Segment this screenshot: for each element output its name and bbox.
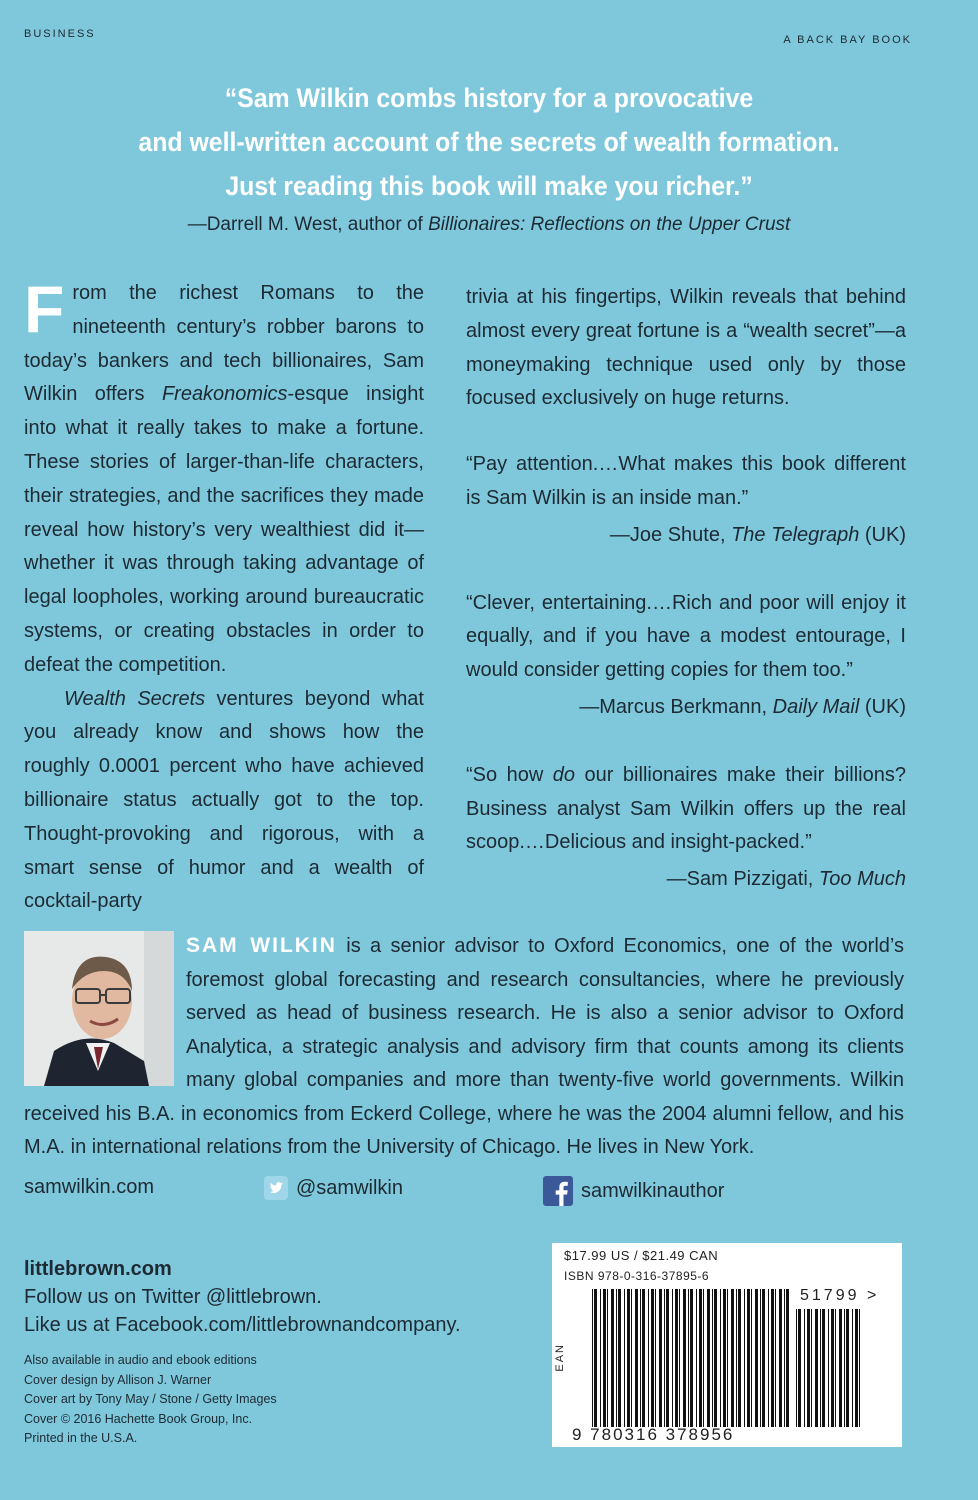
description-paragraph-2	[24, 683, 424, 920]
barcode-bar	[683, 1289, 686, 1427]
barcode-bar	[592, 1289, 593, 1427]
barcode-bar	[611, 1289, 614, 1427]
publisher-site[interactable]: littlebrown.com	[24, 1258, 172, 1280]
barcode-bar	[844, 1309, 845, 1427]
review-attr-name: —Sam Pizzigati,	[666, 868, 819, 891]
price-label: $17.99 US / $21.49 CAN	[564, 1248, 719, 1263]
review-attribution	[466, 863, 906, 897]
website-text: samwilkin.com	[24, 1176, 155, 1198]
review-text-emphasis: do	[552, 763, 576, 786]
barcode-bar	[635, 1289, 638, 1427]
facebook-handle: samwilkinauthor	[581, 1179, 725, 1202]
hero-quote-line: Just reading this book will make you richer.”	[225, 171, 753, 201]
review-attr-pub: Too Much	[818, 868, 906, 891]
barcode-bar	[762, 1289, 765, 1427]
barcode-bar	[690, 1289, 693, 1427]
barcode-bar	[603, 1289, 606, 1427]
review-attr-name: —Joe Shute,	[609, 523, 732, 546]
barcode-bar	[631, 1289, 632, 1427]
ean-barcode	[592, 1289, 792, 1427]
review-text-post: our billionaires make their billions? Business analyst Sam Wilkin offers up the real scoop.…Delicious and insight-packed.”	[466, 763, 906, 854]
barcode-box	[552, 1243, 902, 1447]
author-name: SAM WILKIN	[186, 934, 337, 957]
hero-attr-title: Billionaires: Reflections on the Upper Crust	[428, 214, 791, 235]
barcode-bar	[666, 1289, 669, 1427]
barcode-bar	[831, 1309, 834, 1427]
twitter-link[interactable]	[264, 1176, 403, 1200]
credit-line: Printed in the U.S.A.	[24, 1431, 138, 1445]
hero-attr-name: —Darrell M. West, author of	[187, 214, 429, 235]
publisher-links	[24, 1255, 461, 1339]
barcode-bar	[736, 1289, 737, 1427]
barcode-bar	[852, 1309, 853, 1427]
credit-line: Also available in audio and ebook editions	[24, 1353, 257, 1367]
barcode-bar	[779, 1289, 782, 1427]
barcode-bar	[664, 1289, 665, 1427]
credit-line: Cover © 2016 Hachette Book Group, Inc.	[24, 1411, 253, 1426]
barcode-bar	[594, 1289, 597, 1427]
hero-quote-line: “Sam Wilkin combs history for a provocative	[224, 83, 754, 113]
barcode-bar	[798, 1309, 801, 1427]
barcode-bar	[607, 1289, 608, 1427]
p2-emphasis: Wealth Secrets	[64, 687, 206, 710]
ean-label: EAN	[554, 1343, 566, 1372]
ean-digits: 9 780316 378956	[572, 1425, 735, 1444]
barcode-bar	[640, 1289, 641, 1427]
review-attr-pub: The Telegraph	[731, 523, 860, 546]
barcode-bar	[771, 1289, 774, 1427]
p1-part-b: -esque insight into what it really takes to make a fortune. These stories of larger-than-life characters, their strategies, and the sacrifices they made reveal how history’s very wealthiest did it—whether it was through taking advantage of legal loopholes, working around bureaucratic systems, or creating obstacles in order to defeat the competition.	[24, 383, 424, 676]
barcode-bar	[807, 1309, 810, 1427]
barcode-bar	[784, 1289, 785, 1427]
publisher-twitter: Follow us on Twitter @littlebrown.	[24, 1286, 322, 1308]
barcode-bar	[731, 1289, 734, 1427]
barcode-bar	[839, 1309, 842, 1427]
drop-cap: F	[24, 272, 65, 346]
barcode-bar	[747, 1289, 750, 1427]
barcode-bar	[688, 1289, 689, 1427]
barcode-bar	[846, 1309, 849, 1427]
hero-quote-line: and well-written account of the secrets of wealth formation.	[138, 127, 840, 157]
barcode-bar	[642, 1289, 645, 1427]
barcode-bar	[828, 1309, 829, 1427]
website-link[interactable]	[24, 1176, 154, 1199]
review-attr-suffix: (UK)	[859, 523, 906, 546]
barcode-bar	[775, 1289, 776, 1427]
barcode-bar	[714, 1289, 717, 1427]
review-quote	[466, 448, 906, 552]
p2-part-a: ventures beyond what you already know and shows how the roughly 0.0001 percent who have achieved billionaire status actually got to the top. Thought-provoking and rigorous, with a smart sense of humor and a wealth of cocktail-party	[24, 687, 424, 913]
barcode-bar	[618, 1289, 621, 1427]
barcode-bar	[859, 1309, 860, 1427]
barcode-bar	[672, 1289, 673, 1427]
hero-quote	[76, 76, 902, 208]
p1-part-a: rom the richest Romans to the nineteenth century’s robber barons to today’s bankers and tech billionaires, Sam Wilkin offers	[24, 282, 424, 406]
barcode-bar	[820, 1309, 821, 1427]
barcode-bar	[727, 1289, 728, 1427]
review-text: “Pay attention.…What makes this book different is Sam Wilkin is an inside man.”	[466, 453, 906, 509]
author-bio	[24, 929, 904, 1165]
author-bio-text: is a senior advisor to Oxford Economics, one of the world’s foremost global forecasting and research consultancies, where he previously served as head of business research. He is also a senior advisor to Oxford Analytica, a strategic analysis and advisory firm that counts among its clients many global companies and more than twenty-five world governments. Wilkin received his B.A. in economics from Eckerd College, where he was the 2004 alumni fellow, and his M.A. in international relations from the University of Chicago. He lives in New York.	[24, 935, 904, 1158]
barcode-bar	[755, 1289, 758, 1427]
barcode-bar	[720, 1289, 721, 1427]
barcode-bar	[679, 1289, 680, 1427]
barcode-bar	[796, 1309, 797, 1427]
barcode-bar	[744, 1289, 745, 1427]
isbn-label: ISBN 978-0-316-37895-6	[564, 1269, 710, 1283]
barcode-bar	[804, 1309, 805, 1427]
barcode-bar	[655, 1289, 656, 1427]
barcode-bar	[811, 1309, 812, 1427]
twitter-handle: @samwilkin	[296, 1176, 403, 1199]
hero-attribution	[40, 214, 938, 236]
barcode-bar	[835, 1309, 836, 1427]
credit-line: Cover art by Tony May / Stone / Getty Images	[24, 1392, 277, 1406]
barcode-bar	[696, 1289, 697, 1427]
facebook-icon	[543, 1176, 573, 1206]
barcode-bar	[760, 1289, 761, 1427]
review-text: “Clever, entertaining.…Rich and poor will enjoy it equally, and if you have a modest entourage, I would consider getting copies for them too.”	[466, 591, 906, 682]
barcode-bar	[822, 1309, 825, 1427]
barcode-bar	[648, 1289, 649, 1427]
description-continuation: trivia at his fingertips, Wilkin reveals that behind almost every great fortune is a “wealth secret”—a moneymaking technique used only by those focused exclusively on huge returns.	[466, 286, 906, 410]
barcode-bar	[712, 1289, 713, 1427]
review-quote	[466, 759, 906, 897]
barcode-bar	[659, 1289, 662, 1427]
price-supplement-number: 51799 >	[800, 1287, 880, 1304]
review-text-pre: “So how	[466, 763, 553, 786]
facebook-link[interactable]	[543, 1176, 724, 1206]
barcode-bar	[815, 1309, 818, 1427]
barcode-bar	[627, 1289, 630, 1427]
barcode-bar	[768, 1289, 769, 1427]
supplement-barcode	[796, 1309, 862, 1427]
p1-emphasis: Freakonomics	[161, 383, 288, 406]
barcode-bar	[751, 1289, 752, 1427]
barcode-bar	[738, 1289, 741, 1427]
barcode-bar	[723, 1289, 726, 1427]
description-paragraph-1	[24, 272, 424, 683]
publisher-facebook: Like us at Facebook.com/littlebrownandcompany.	[24, 1314, 461, 1336]
description-left-column	[24, 272, 424, 919]
review-quote	[466, 587, 906, 725]
review-attribution	[466, 691, 906, 725]
barcode-bar	[651, 1289, 654, 1427]
review-attr-suffix: (UK)	[859, 695, 906, 718]
barcode-bar	[600, 1289, 601, 1427]
barcode-bar	[616, 1289, 617, 1427]
twitter-icon	[264, 1176, 288, 1200]
review-attr-name: —Marcus Berkmann,	[579, 695, 773, 718]
barcode-bar	[675, 1289, 678, 1427]
review-attribution	[466, 519, 906, 553]
imprint-label: A BACK BAY BOOK	[783, 34, 912, 46]
review-attr-pub: Daily Mail	[772, 695, 860, 718]
barcode-bar	[624, 1289, 625, 1427]
category-label: BUSINESS	[24, 28, 96, 40]
barcode-bar	[707, 1289, 710, 1427]
barcode-bar	[703, 1289, 704, 1427]
description-right-column	[466, 281, 906, 897]
barcode-bar	[855, 1309, 858, 1427]
cover-credits	[24, 1351, 277, 1449]
review-text	[466, 759, 906, 860]
barcode-bar	[699, 1289, 702, 1427]
credit-line: Cover design by Allison J. Warner	[24, 1372, 212, 1387]
barcode-bar	[786, 1289, 789, 1427]
